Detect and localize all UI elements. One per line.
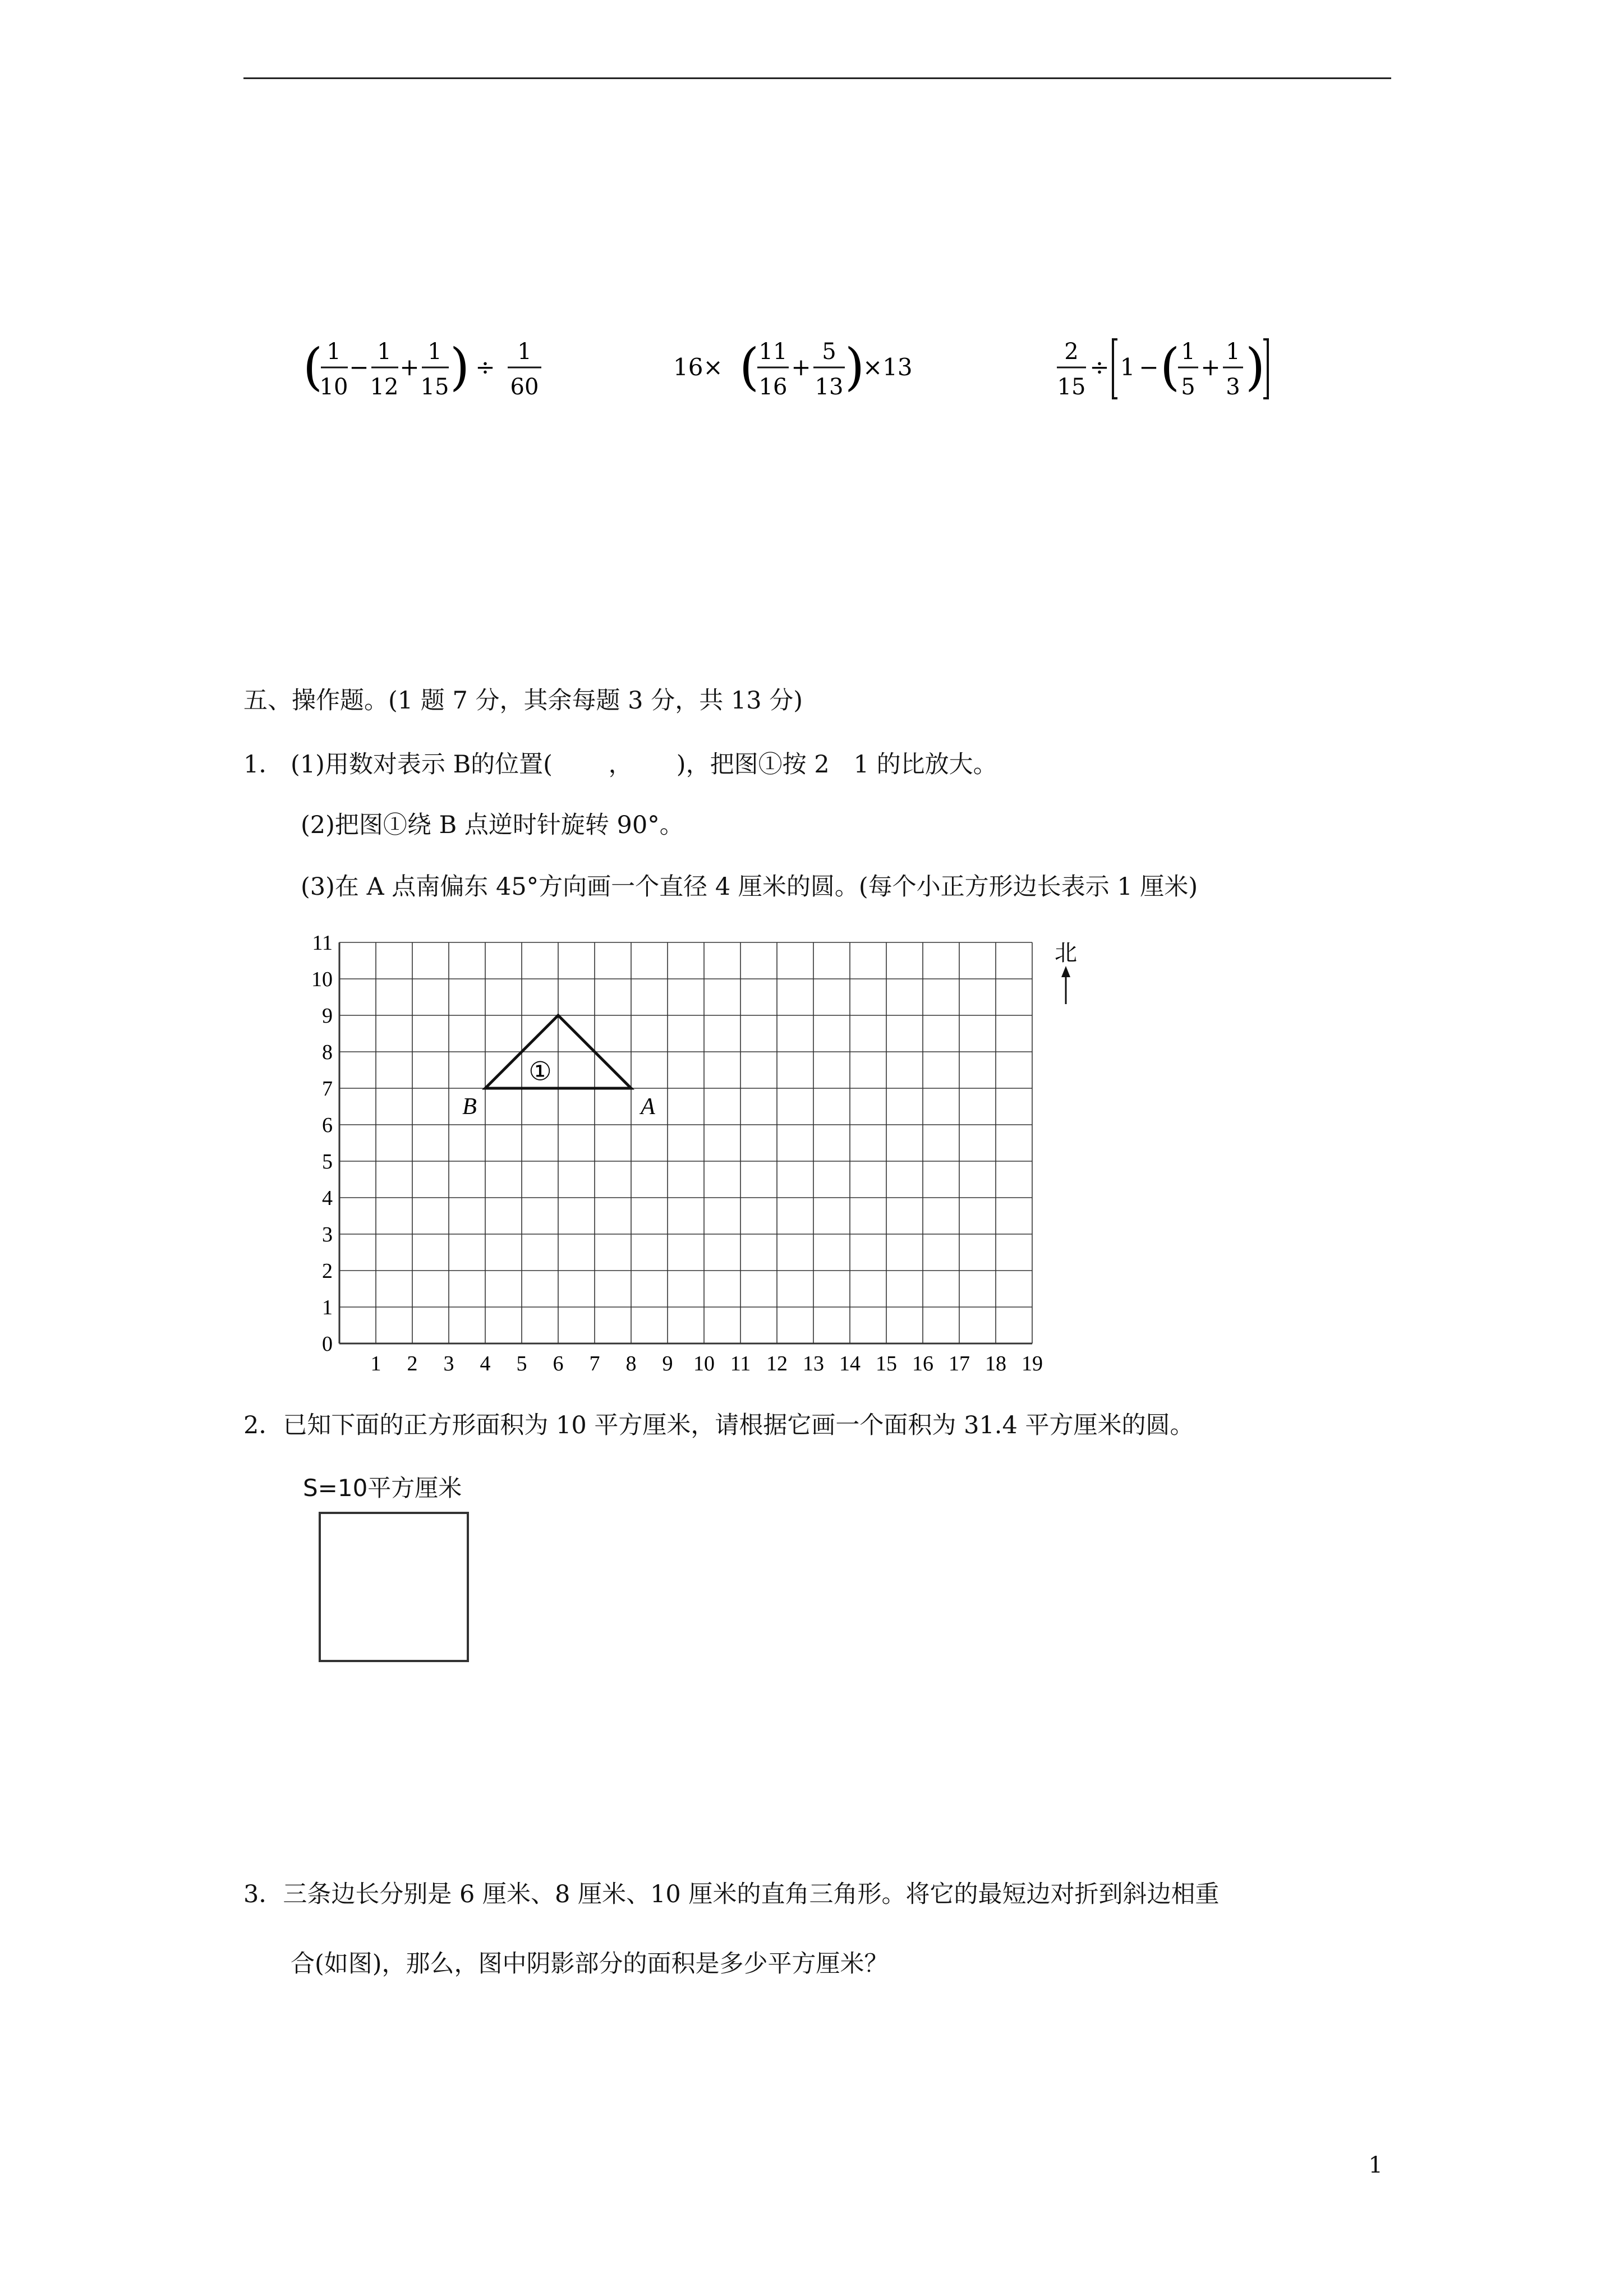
header-rule (243, 77, 1391, 79)
coordinate-grid (292, 928, 1122, 1400)
section-heading: 五、操作题。(1 题 7 分，其余每题 3 分，共 13 分) (243, 687, 803, 715)
operator: ÷ (1089, 353, 1110, 381)
y-tick-label: 8 (322, 1041, 333, 1064)
numerator: 1 (377, 339, 392, 365)
denominator: 16 (758, 374, 788, 400)
operator: ÷ (475, 353, 495, 381)
numerator: 5 (822, 339, 836, 365)
q2-text: 2．已知下面的正方形面积为 10 平方厘米，请根据它画一个面积为 31.4 平方厘米的圆。 (243, 1411, 1194, 1439)
paren-close: ) (845, 338, 865, 397)
north-arrow-icon (1061, 966, 1070, 977)
denominator: 3 (1226, 374, 1240, 400)
shape-label: ① (528, 1056, 552, 1087)
square-figure (319, 1512, 469, 1662)
numerator: 11 (758, 339, 788, 365)
paren-open: ( (303, 338, 323, 397)
x-tick-label: 12 (766, 1352, 788, 1375)
denominator: 15 (420, 374, 449, 400)
x-tick-label: 2 (407, 1352, 418, 1375)
paren-close: ) (450, 338, 470, 397)
x-tick-label: 3 (443, 1352, 454, 1375)
y-tick-label: 9 (322, 1004, 333, 1028)
operator: − (349, 353, 369, 381)
q3-line2: 合(如图)，那么，图中阴影部分的面积是多少平方厘米？ (291, 1950, 889, 1978)
operand: 1 (1120, 353, 1135, 381)
y-tick-label: 5 (322, 1150, 333, 1174)
operator: + (791, 353, 811, 381)
bracket-open (1113, 339, 1117, 398)
x-tick-label: 9 (662, 1352, 673, 1375)
point-b-label: B (462, 1094, 477, 1120)
y-tick-label: 11 (312, 931, 333, 955)
numerator: 1 (427, 339, 442, 365)
y-tick-label: 6 (322, 1114, 333, 1137)
x-tick-label: 14 (839, 1352, 861, 1375)
paren-open: ( (739, 338, 760, 397)
operator: + (399, 353, 420, 381)
page-number: 1 (1368, 2152, 1383, 2178)
square-label: S=10平方厘米 (303, 1474, 462, 1502)
denominator: 10 (319, 374, 348, 400)
y-tick-label: 7 (322, 1077, 333, 1101)
x-tick-label: 18 (985, 1352, 1006, 1375)
q1-part2: (2)把图①绕 B 点逆时针旋转 90°。 (301, 811, 684, 839)
x-tick-label: 5 (516, 1352, 527, 1375)
x-tick-label: 8 (625, 1352, 637, 1375)
expression-3 (1055, 328, 1301, 418)
x-tick-label: 19 (1022, 1352, 1043, 1375)
y-tick-label: 1 (322, 1296, 333, 1319)
operator: − (1139, 353, 1159, 381)
expression-lead: 16× (673, 353, 723, 381)
expression-tail: ×13 (863, 353, 913, 381)
denominator: 60 (510, 374, 539, 400)
y-tick-label: 10 (311, 968, 333, 991)
point-a-label: A (641, 1094, 655, 1120)
expression-2 (673, 328, 920, 418)
q1-number: 1． (243, 751, 283, 779)
numerator: 1 (326, 339, 341, 365)
north-label: 北 (1055, 940, 1077, 966)
numerator: 1 (1181, 339, 1195, 365)
denominator: 13 (815, 374, 844, 400)
y-tick-label: 0 (322, 1332, 333, 1356)
x-tick-label: 1 (370, 1352, 381, 1375)
numerator: 2 (1064, 339, 1079, 365)
x-tick-label: 11 (730, 1352, 751, 1375)
x-tick-label: 13 (803, 1352, 824, 1375)
x-tick-label: 4 (480, 1352, 491, 1375)
x-tick-label: 15 (876, 1352, 897, 1375)
denominator: 12 (370, 374, 399, 400)
y-tick-label: 4 (322, 1186, 333, 1210)
x-tick-label: 6 (553, 1352, 564, 1375)
denominator: 15 (1057, 374, 1086, 400)
operator: + (1200, 353, 1221, 381)
expression-1 (303, 328, 561, 418)
x-tick-label: 7 (589, 1352, 600, 1375)
x-tick-label: 16 (912, 1352, 933, 1375)
x-tick-label: 17 (949, 1352, 970, 1375)
y-tick-label: 2 (322, 1259, 333, 1283)
x-tick-label: 10 (693, 1352, 715, 1375)
denominator: 5 (1181, 374, 1195, 400)
y-tick-label: 3 (322, 1223, 333, 1246)
q1-part3: (3)在 A 点南偏东 45°方向画一个直径 4 厘米的圆。(每个小正方形边长表示 1 厘米) (301, 873, 1198, 901)
q1-part1: (1)用数对表示 B的位置( ， )，把图①按 2 1 的比放大。 (291, 751, 997, 779)
q3-line1: 3．三条边长分别是 6 厘米、8 厘米、10 厘米的直角三角形。将它的最短边对折到斜边相重 (243, 1880, 1220, 1908)
numerator: 1 (517, 339, 532, 365)
numerator: 1 (1226, 339, 1240, 365)
paren-close: ) (1245, 338, 1266, 397)
paren-open: ( (1160, 338, 1180, 397)
